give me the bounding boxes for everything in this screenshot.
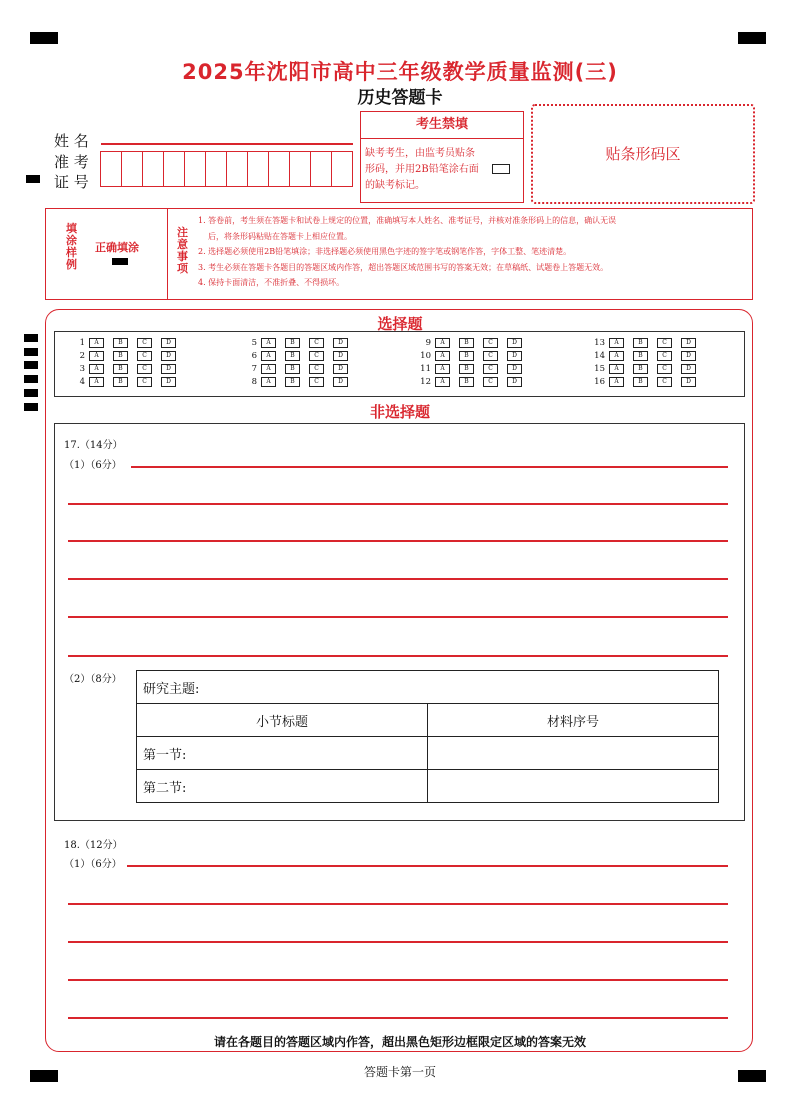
id-digit-cell[interactable] (164, 152, 185, 186)
choice-question-row (241, 376, 357, 388)
timing-mark (26, 175, 40, 183)
answer-bubble-b[interactable]: B (633, 377, 648, 387)
answer-area-warning: 请在各题目的答题区域内作答，超出黑色矩形边框限定区域的答案无效 (213, 1035, 586, 1049)
choice-question-row (415, 376, 531, 388)
answer-bubble-a[interactable]: A (435, 351, 450, 361)
id-digit-cell[interactable] (143, 152, 164, 186)
id-digit-cell[interactable] (290, 152, 311, 186)
answer-bubble-a[interactable]: A (89, 364, 104, 374)
answer-bubble-b[interactable]: B (633, 364, 648, 374)
answer-bubble-a[interactable]: A (261, 377, 276, 387)
answer-bubble-c[interactable]: C (137, 338, 152, 348)
answer-bubble-a[interactable]: A (261, 338, 276, 348)
choice-question-row (69, 376, 185, 388)
question-number: 15 (594, 364, 605, 374)
answer-bubble-c[interactable]: C (657, 338, 672, 348)
absent-heading: 考生禁填 (361, 112, 523, 139)
q18-part1-label: （1）（6分） (64, 859, 122, 870)
answer-bubble-b[interactable]: B (285, 377, 300, 387)
timing-mark (24, 348, 38, 356)
exam-title: 2025年沈阳市高中三年级教学质量监测(三) (182, 60, 618, 84)
answer-bubble-b[interactable]: B (113, 351, 128, 361)
id-digit-cell[interactable] (311, 152, 332, 186)
answer-bubble-b[interactable]: B (459, 351, 474, 361)
section-2-cell[interactable]: 第二节: (137, 770, 428, 803)
notice-item: 后，将条形码粘贴在答题卡上相应位置。 (208, 231, 352, 241)
topic-label-cell[interactable]: 研究主题: (137, 671, 719, 704)
question-number: 11 (420, 364, 431, 374)
section-1-cell[interactable]: 第一节: (137, 737, 428, 770)
answer-bubble-b[interactable]: B (285, 338, 300, 348)
answer-bubble-d[interactable]: D (333, 377, 348, 387)
answer-bubble-c[interactable]: C (657, 364, 672, 374)
question-number: 10 (420, 351, 431, 361)
answer-bubble-a[interactable]: A (609, 377, 624, 387)
registration-mark-top-left (30, 32, 58, 44)
question-number: 4 (79, 377, 85, 387)
answer-bubble-d[interactable]: D (333, 338, 348, 348)
answer-bubble-a[interactable]: A (435, 364, 450, 374)
answer-bubble-c[interactable]: C (309, 364, 324, 374)
notice-item: 3. 考生必须在答题卡各题目的答题区域内作答，超出答题区域范围书写的答案无效；在草稿纸、试题卷上答题无效。 (198, 262, 609, 272)
name-field[interactable] (101, 143, 353, 145)
answer-line[interactable] (68, 655, 728, 657)
question-number: 1 (79, 338, 85, 348)
answer-bubble-d[interactable]: D (161, 377, 176, 387)
question-number: 13 (594, 338, 605, 348)
answer-bubble-b[interactable]: B (459, 377, 474, 387)
answer-bubble-b[interactable]: B (113, 377, 128, 387)
answer-bubble-b[interactable]: B (633, 351, 648, 361)
answer-bubble-b[interactable]: B (113, 338, 128, 348)
answer-line[interactable] (68, 979, 728, 981)
answer-bubble-d[interactable]: D (681, 364, 696, 374)
research-topic-table (136, 670, 719, 803)
choice-question-row (69, 337, 185, 349)
answer-bubble-a[interactable]: A (435, 338, 450, 348)
id-digit-cell[interactable] (185, 152, 206, 186)
timing-mark (24, 361, 38, 369)
answer-bubble-b[interactable]: B (633, 338, 648, 348)
page-number: 答题卡第一页 (363, 1065, 436, 1079)
question-number: 3 (79, 364, 85, 374)
question-number: 12 (420, 377, 431, 387)
answer-bubble-c[interactable]: C (483, 351, 498, 361)
id-digit-cell[interactable] (332, 152, 352, 186)
answer-bubble-d[interactable]: D (507, 338, 522, 348)
non-choice-section-title: 非选择题 (369, 403, 430, 421)
choice-question-row (589, 350, 705, 362)
answer-line[interactable] (68, 1017, 728, 1019)
q17-label: 17.（14分） (64, 440, 123, 451)
material-number-header: 材料序号 (428, 704, 719, 737)
choice-question-row (241, 363, 357, 375)
choice-grid (54, 331, 745, 397)
answer-bubble-d[interactable]: D (161, 351, 176, 361)
answer-bubble-a[interactable]: A (609, 351, 624, 361)
timing-mark (24, 334, 38, 342)
exam-id-label: 证 号 (54, 173, 89, 191)
answer-line[interactable] (68, 503, 728, 505)
answer-bubble-c[interactable]: C (483, 377, 498, 387)
answer-bubble-d[interactable]: D (507, 351, 522, 361)
notice-item: 4. 保持卡面清洁，不准折叠、不得损坏。 (198, 278, 345, 287)
answer-line[interactable] (68, 941, 728, 943)
answer-bubble-a[interactable]: A (261, 364, 276, 374)
question-number: 16 (594, 377, 605, 387)
answer-bubble-b[interactable]: B (285, 364, 300, 374)
answer-bubble-c[interactable]: C (137, 377, 152, 387)
answer-bubble-d[interactable]: D (161, 338, 176, 348)
answer-line[interactable] (68, 540, 728, 542)
question-number: 2 (79, 351, 85, 361)
choice-question-row (241, 350, 357, 362)
answer-bubble-c[interactable]: C (309, 351, 324, 361)
answer-bubble-c[interactable]: C (137, 364, 152, 374)
id-digit-cell[interactable] (122, 152, 143, 186)
choice-question-row (69, 363, 185, 375)
answer-line[interactable] (127, 865, 728, 867)
answer-line[interactable] (68, 616, 728, 618)
registration-mark-top-right (738, 32, 766, 44)
answer-bubble-a[interactable]: A (609, 364, 624, 374)
timing-mark (24, 375, 38, 383)
id-digit-cell[interactable] (101, 152, 122, 186)
answer-bubble-b[interactable]: B (459, 364, 474, 374)
answer-bubble-b[interactable]: B (113, 364, 128, 374)
answer-bubble-c[interactable]: C (309, 338, 324, 348)
answer-line[interactable] (68, 578, 728, 580)
answer-bubble-d[interactable]: D (681, 351, 696, 361)
answer-bubble-c[interactable]: C (137, 351, 152, 361)
question-number: 7 (251, 364, 257, 374)
answer-bubble-a[interactable]: A (435, 377, 450, 387)
question-number: 9 (425, 338, 431, 348)
id-digit-cell[interactable] (269, 152, 290, 186)
choice-question-row (415, 337, 531, 349)
id-digit-cell[interactable] (206, 152, 227, 186)
section-1-material-cell[interactable] (428, 737, 719, 770)
fill-example (46, 209, 168, 299)
id-digit-cell[interactable] (227, 152, 248, 186)
answer-bubble-a[interactable]: A (609, 338, 624, 348)
answer-bubble-c[interactable]: C (483, 338, 498, 348)
answer-bubble-d[interactable]: D (681, 338, 696, 348)
answer-bubble-d[interactable]: D (333, 351, 348, 361)
timing-mark (24, 389, 38, 397)
choice-question-row (415, 363, 531, 375)
choice-question-row (415, 350, 531, 362)
exam-id-label: 准 考 (54, 153, 89, 171)
choice-question-row (241, 337, 357, 349)
question-number: 8 (251, 377, 257, 387)
answer-bubble-d[interactable]: D (681, 377, 696, 387)
q17-part1-label: （1）（6分） (64, 460, 122, 471)
answer-bubble-c[interactable]: C (309, 377, 324, 387)
correct-fill-label: 正确填涂 (95, 241, 139, 254)
notice-item: 1. 答卷前，考生须在答题卡和试卷上规定的位置，准确填写本人姓名、准考证号，并核对准条形码上的信息，确认无误 (198, 216, 617, 225)
id-digit-cell[interactable] (248, 152, 269, 186)
exam-id-field[interactable] (100, 151, 353, 187)
answer-bubble-c[interactable]: C (657, 351, 672, 361)
fill-example-label: 填涂样例 (66, 222, 77, 271)
question-number: 6 (251, 351, 257, 361)
absent-section (360, 111, 524, 203)
question-number: 5 (251, 338, 257, 348)
answer-bubble-a[interactable]: A (89, 338, 104, 348)
answer-bubble-d[interactable]: D (161, 364, 176, 374)
answer-bubble-c[interactable]: C (657, 377, 672, 387)
q18-label: 18.（12分） (64, 840, 123, 851)
notice-section (45, 208, 753, 300)
notice-label: 注意事项 (177, 226, 188, 275)
answer-line[interactable] (68, 903, 728, 905)
name-label: 姓 名 (54, 132, 89, 150)
section-title-header: 小节标题 (137, 704, 428, 737)
answer-bubble-d[interactable]: D (333, 364, 348, 374)
notice-items (198, 213, 748, 291)
choice-question-row (69, 350, 185, 362)
choice-section-title: 选择题 (377, 315, 423, 333)
choice-question-row (589, 363, 705, 375)
answer-bubble-a[interactable]: A (89, 351, 104, 361)
answer-bubble-c[interactable]: C (483, 364, 498, 374)
notice-item: 2. 选择题必须使用2B铅笔填涂；非选择题必须使用黑色字迹的签字笔或钢笔作答，字体工整、笔迹清楚。 (198, 247, 572, 256)
section-2-material-cell[interactable] (428, 770, 719, 803)
barcode-area[interactable]: 贴条形码区 (531, 104, 755, 204)
answer-bubble-d[interactable]: D (507, 364, 522, 374)
answer-bubble-a[interactable]: A (89, 377, 104, 387)
answer-bubble-b[interactable]: B (285, 351, 300, 361)
absent-instructions: 缺考考生，由监考员贴条形码，并用2B铅笔涂右面的缺考标记。 (365, 148, 479, 191)
answer-line[interactable] (131, 466, 728, 468)
absent-mark-box[interactable] (492, 164, 510, 174)
answer-bubble-b[interactable]: B (459, 338, 474, 348)
answer-bubble-d[interactable]: D (507, 377, 522, 387)
answer-bubble-a[interactable]: A (261, 351, 276, 361)
choice-question-row (589, 337, 705, 349)
correct-fill-sample (112, 258, 128, 265)
choice-question-row (589, 376, 705, 388)
card-subtitle: 历史答题卡 (357, 88, 443, 108)
q17-part2-label: （2）（8分） (64, 674, 122, 685)
question-number: 14 (594, 351, 605, 361)
